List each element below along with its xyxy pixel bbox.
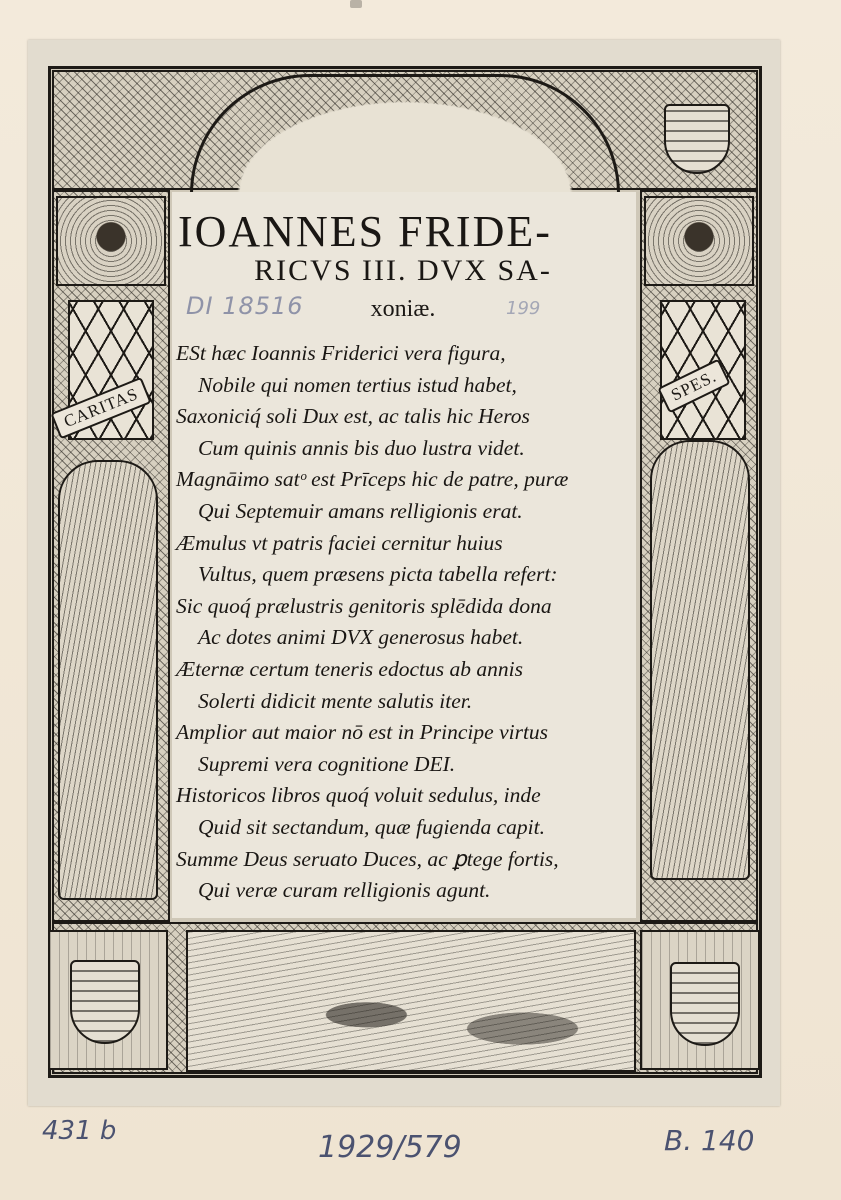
spes-banner: SPES. (657, 359, 730, 414)
poem-line: Vultus, quem præsens picta tabella refert: (198, 562, 558, 587)
left-capital-mask-ornament (56, 196, 166, 286)
pencil-reference-note: DI 18516 (186, 292, 304, 320)
pencil-number-note: 199 (506, 298, 541, 319)
caritas-banner: CARITAS (50, 377, 152, 440)
poem-line: Ac dotes animi DVX generosus habet. (198, 625, 524, 650)
ink-note-right: B. 140 (664, 1124, 755, 1157)
poem-line: Sic quoq́ prælustris genitoris splēdida dona (176, 593, 552, 618)
coat-of-arms-bottom-left (70, 960, 140, 1044)
coat-of-arms-top-right (664, 104, 730, 174)
poem-line: Magnāimo satᵒ est Prīceps hic de patre, puræ (176, 467, 569, 492)
poem (176, 338, 640, 907)
poem-line: Summe Deus seruato Duces, ac ꝑtege fortis, (176, 846, 559, 871)
poem-line: Historicos libros quoq́ voluit sedulus, inde (176, 783, 541, 808)
poem-line: Saxoniciq́ soli Dux est, ac talis hic Heros (176, 404, 530, 429)
ink-note-middle: 1929/579 (318, 1130, 462, 1165)
paper-stain (350, 0, 362, 8)
poem-line: Quid sit sectandum, quæ fugienda capit. (198, 814, 545, 839)
poem-line: Æternæ certum teneris edoctus ab annis (176, 656, 523, 681)
arch-ornament (190, 74, 620, 194)
poem-line: Qui Septemuir amans relligionis erat. (198, 498, 523, 523)
bottom-scene-illustration (186, 930, 636, 1072)
spes-figure (650, 440, 750, 880)
poem-line: Supremi vera cognitione DEI. (198, 751, 456, 776)
title-line-3: xoniæ. (370, 296, 436, 322)
poem-line: Qui veræ curam relligionis agunt. (198, 878, 491, 903)
caritas-figure (58, 460, 158, 900)
poem-line: Solerti didicit mente salutis iter. (198, 688, 473, 713)
right-capital-head-ornament (644, 196, 754, 286)
poem-line: Cum quinis annis bis duo lustra videt. (198, 435, 525, 460)
poem-line: Amplior aut maior nō est in Principe virtus (176, 720, 549, 745)
title-line-1: IOANNES FRIDE- (178, 207, 552, 256)
poem-line: ESt hæc Ioannis Friderici vera figura, (176, 341, 506, 365)
poem-line: Nobile qui nomen tertius istud habet, (198, 372, 517, 397)
ink-note-left: 431 b (42, 1116, 117, 1146)
poem-line: Æmulus vt patris faciei cernitur huius (176, 530, 503, 555)
title-line-2: RICVS III. DVX SA- (254, 254, 552, 287)
coat-of-arms-bottom-right (670, 962, 740, 1046)
